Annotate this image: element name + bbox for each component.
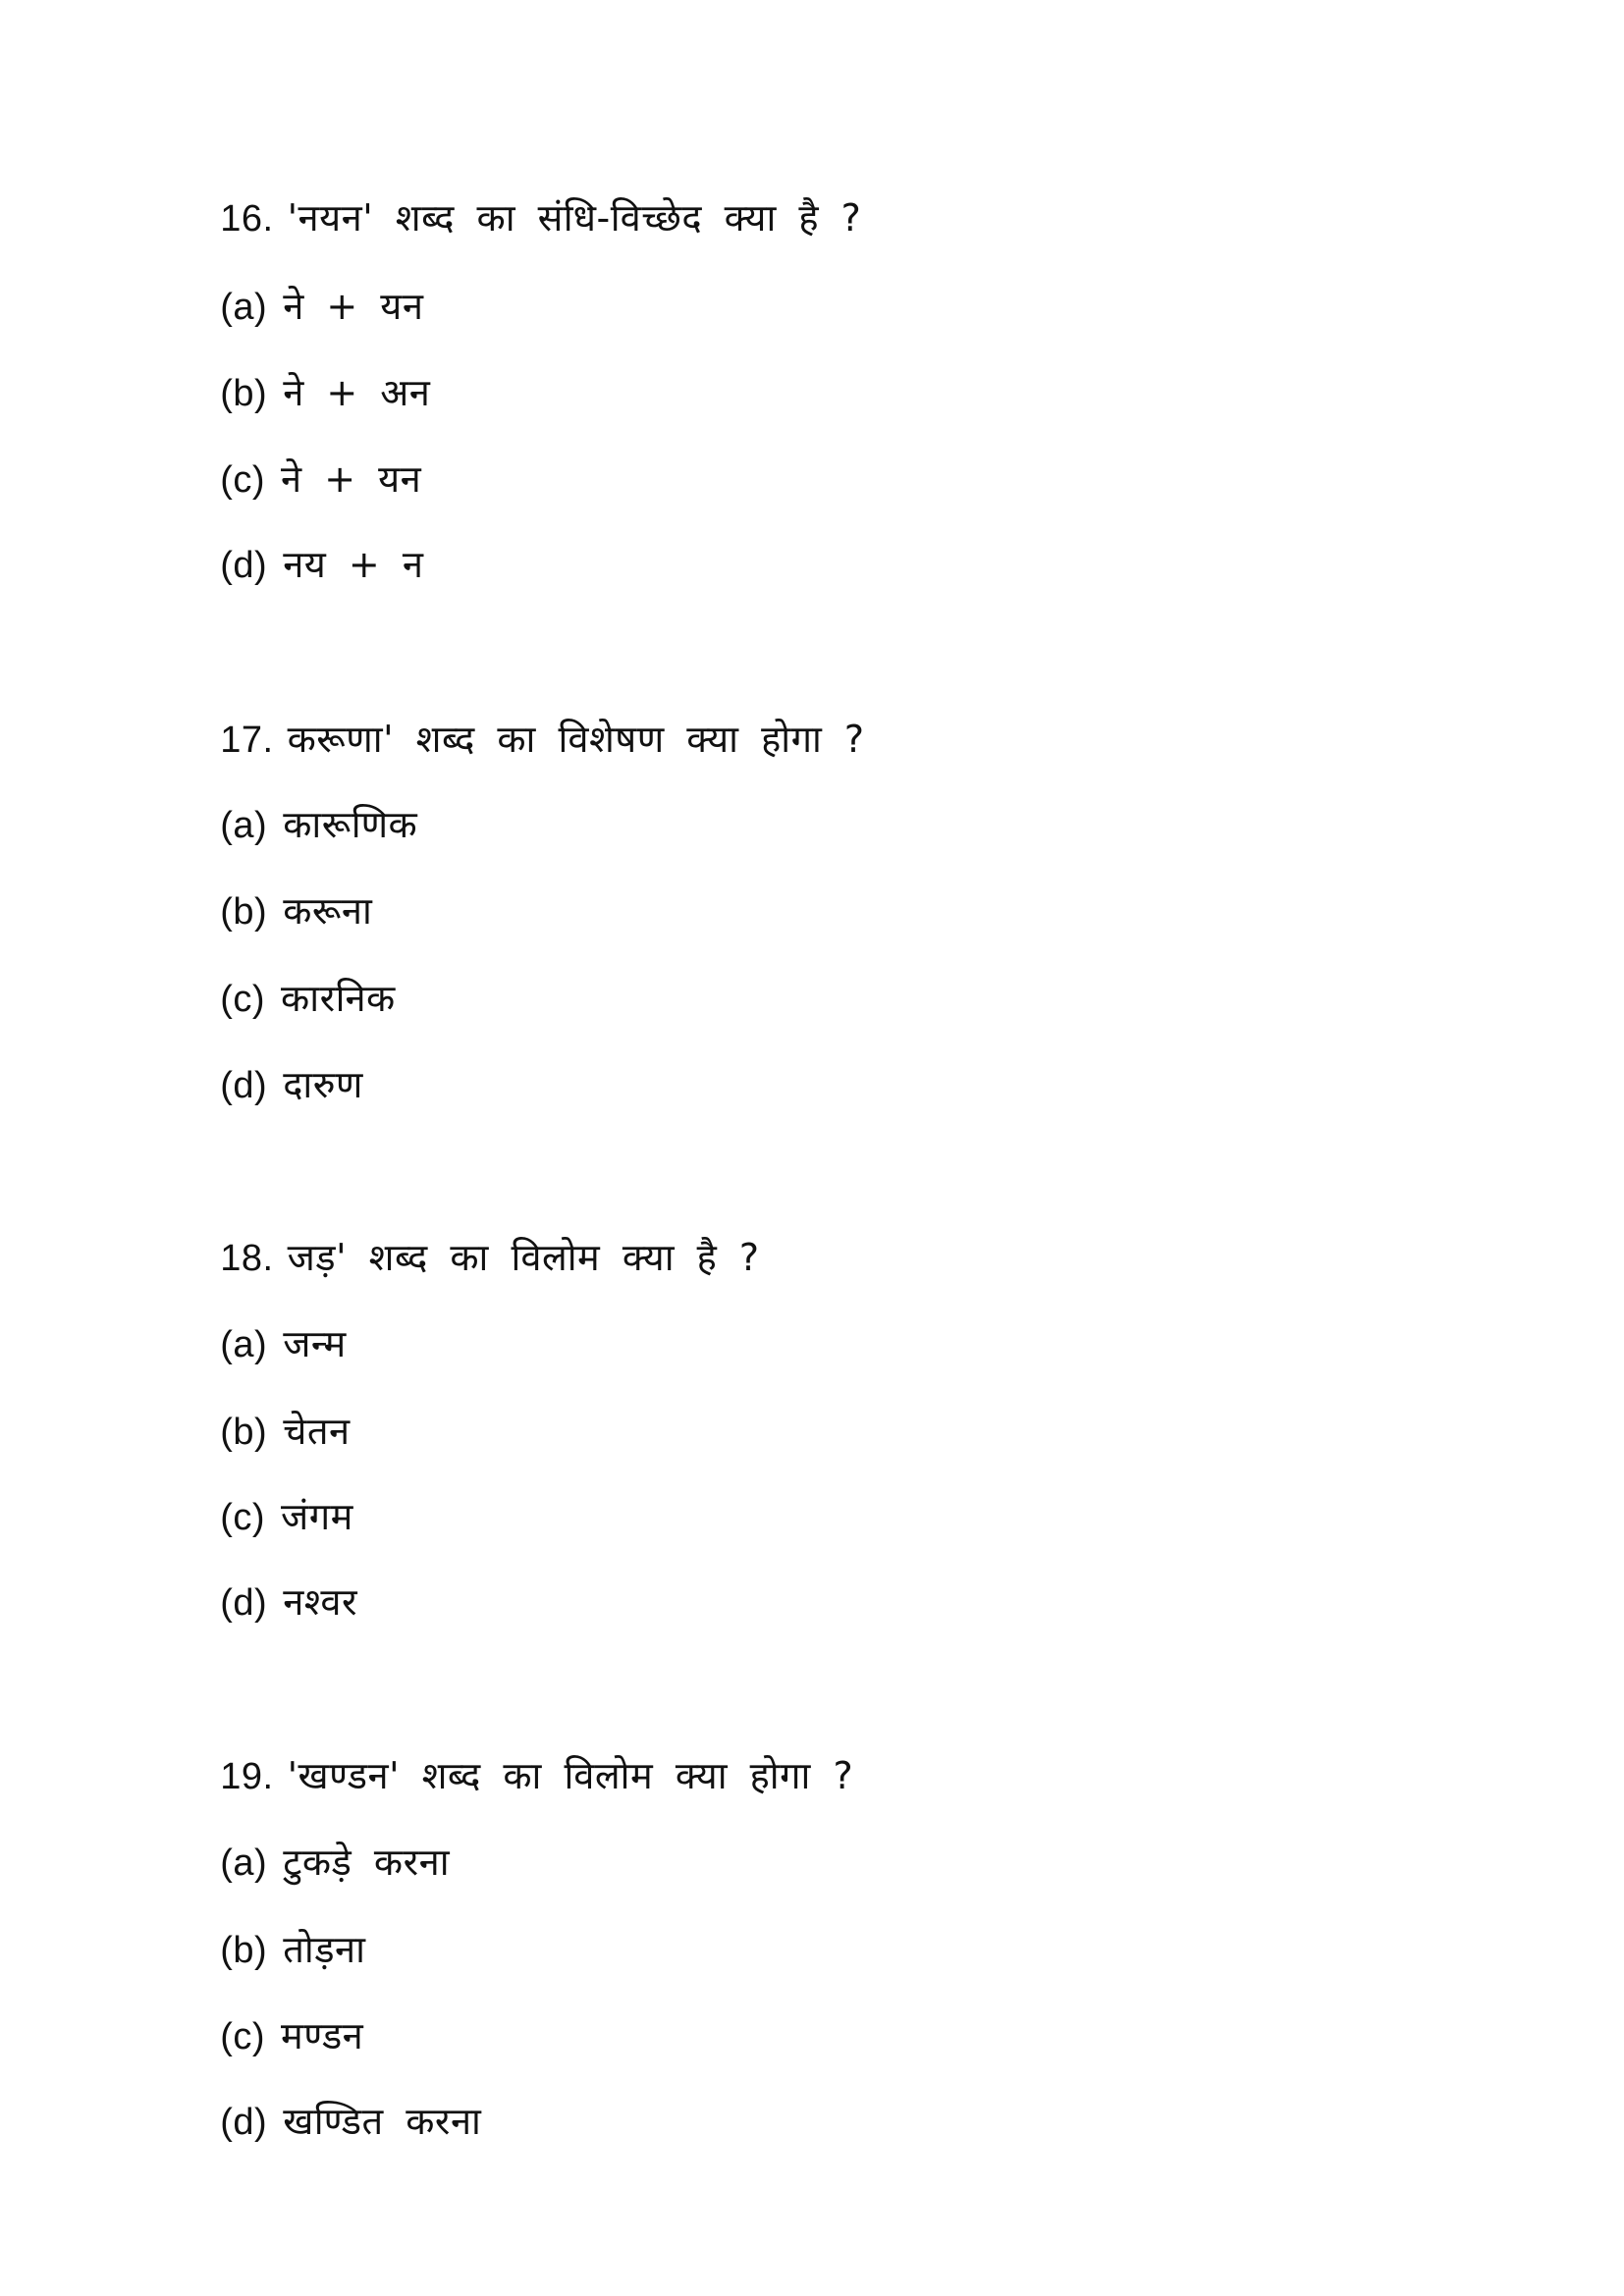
question-text: 'नयन' शब्द का संधि-विच्छेद क्या है ? — [287, 196, 862, 240]
option-17b — [137, 823, 373, 933]
option-17d — [137, 996, 363, 1106]
question-19 — [137, 1687, 854, 1797]
option-text: चेतन — [283, 1410, 351, 1453]
option-text: मण्डन — [281, 2014, 364, 2057]
option-label: (c) — [220, 979, 266, 1020]
option-label: (b) — [220, 1930, 268, 1971]
option-text: करूना — [283, 889, 373, 933]
question-number: 17. — [220, 720, 274, 761]
question-text: 'खण्डन' शब्द का विलोम क्या होगा ? — [287, 1754, 854, 1797]
option-label: (c) — [220, 1497, 266, 1538]
option-text: ने + यन — [281, 457, 422, 501]
option-label: (b) — [220, 891, 268, 933]
question-18 — [137, 1169, 760, 1279]
option-text: नश्वर — [283, 1580, 358, 1624]
option-text: नय + न — [283, 543, 424, 586]
option-label: (a) — [220, 1324, 268, 1365]
option-label: (d) — [220, 1065, 268, 1106]
option-16a — [137, 218, 424, 328]
option-text: जन्म — [283, 1322, 347, 1365]
question-text: जड़' शब्द का विलोम क्या है ? — [287, 1236, 760, 1279]
option-label: (c) — [220, 459, 266, 501]
question-number: 19. — [220, 1756, 274, 1797]
option-text: दारुण — [283, 1063, 363, 1106]
option-text: ने + अन — [283, 371, 431, 414]
option-label: (b) — [220, 1412, 268, 1453]
option-label: (b) — [220, 373, 268, 414]
option-17c — [137, 910, 396, 1020]
question-17 — [137, 651, 865, 761]
option-text: खण्डित करना — [283, 2100, 482, 2143]
question-number: 16. — [220, 198, 274, 240]
option-text: ने + यन — [283, 285, 424, 328]
option-19d — [137, 2033, 482, 2143]
option-19a — [137, 1774, 451, 1884]
option-16d — [137, 476, 424, 586]
option-18a — [137, 1255, 347, 1365]
option-18b — [137, 1343, 351, 1453]
option-label: (d) — [220, 1582, 268, 1624]
option-text: जंगम — [281, 1495, 353, 1538]
option-18c — [137, 1428, 353, 1538]
option-text: तोड़ना — [283, 1928, 366, 1971]
option-text: कारनिक — [281, 977, 396, 1020]
option-17a — [137, 736, 418, 846]
option-18d — [137, 1514, 358, 1624]
option-16b — [137, 304, 431, 414]
question-number: 18. — [220, 1238, 274, 1279]
option-label: (d) — [220, 2102, 268, 2143]
option-label: (a) — [220, 287, 268, 328]
option-label: (c) — [220, 2016, 266, 2057]
option-text: कारूणिक — [283, 803, 418, 846]
option-label: (a) — [220, 805, 268, 846]
option-text: टुकड़े करना — [283, 1841, 451, 1884]
option-19c — [137, 1948, 364, 2057]
option-19b — [137, 1861, 366, 1971]
question-text: करूणा' शब्द का विशेषण क्या होगा ? — [287, 718, 865, 761]
option-label: (d) — [220, 545, 268, 586]
option-label: (a) — [220, 1842, 268, 1884]
question-16 — [137, 130, 862, 240]
